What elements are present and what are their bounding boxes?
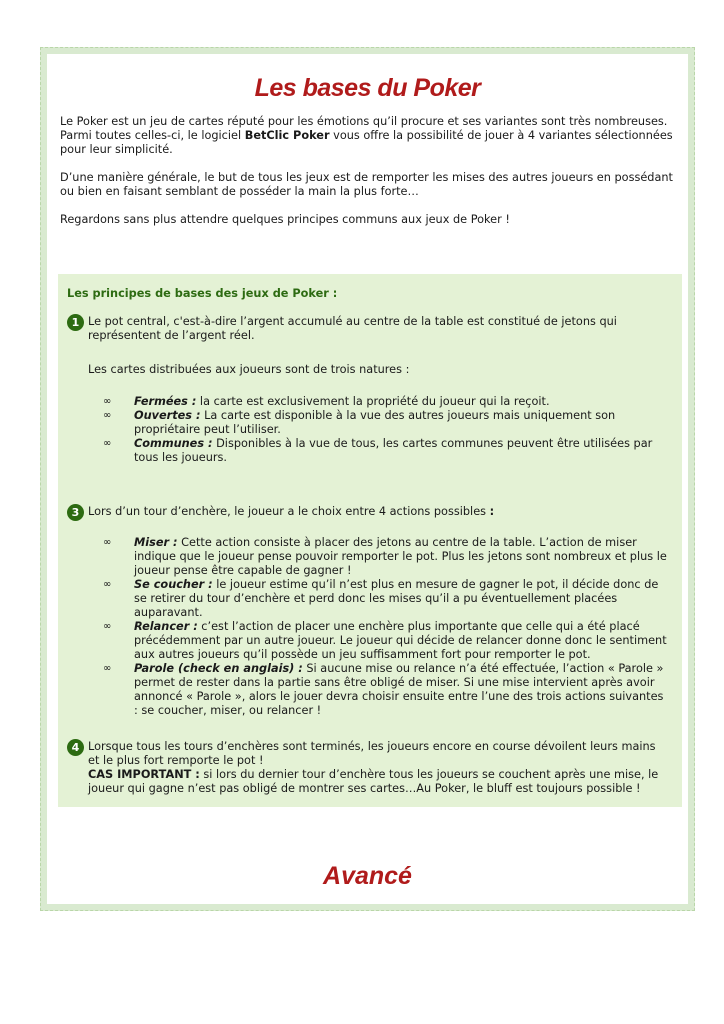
item-3-paragraph [88,505,668,519]
list-term: Fermées : [134,395,197,408]
card-types-list [103,395,668,465]
infinity-bullet-icon: ∞ [103,621,112,632]
brand-name: BetClic Poker [244,129,330,142]
list-desc: le joueur estime qu’il n’est plus en mesure de gagner le pot, il décide donc de se retirer du tour d’enchère et perd donc les mises qu’il a pu éventuellement placées auparavant. [134,578,659,619]
intro-text: Le Poker est un jeu de cartes réputé pour les émotions qu’il procure et ses variantes sont très nombreuses. Parmi toutes celles-ci, le logiciel [60,115,668,142]
infinity-bullet-icon: ∞ [103,579,112,590]
list-term: Communes : [134,437,213,450]
list-item [103,437,668,465]
list-desc: la carte est exclusivement la propriété du joueur qui la reçoit. [196,395,550,408]
item-4-text [88,740,668,796]
infinity-bullet-icon: ∞ [103,537,112,548]
list-desc: Disponibles à la vue de tous, les cartes communes peuvent être utilisées par tous les joueurs. [134,437,653,464]
list-item [103,536,668,578]
intro-paragraph-2: D’une manière générale, le but de tous les jeux est de remporter les mises des autres joueurs en possédant ou bien en faisant semblant de posséder la main la plus forte… [60,171,673,198]
number-3-icon: 3 [67,504,84,521]
principles-panel [58,274,682,807]
list-desc: La carte est disponible à la vue des autres joueurs mais uniquement son propriétaire peut l’utiliser. [134,409,616,436]
item-3-colon: : [489,505,495,518]
list-term: Parole (check en anglais) : [134,662,303,675]
list-item [103,578,668,620]
list-item [103,620,668,662]
infinity-bullet-icon: ∞ [103,396,112,407]
list-desc: c’est l’action de placer une enchère plus importante que celle qui a été placé précédemment par un autre joueur. Le joueur qui décide de relancer donne donc le sentiment aux autres joueurs qu’il possède un jeu suffisamment fort pour remporter le pot. [134,620,667,661]
intro-section [60,115,675,241]
list-item [103,395,668,409]
number-1-icon: 1 [67,314,84,331]
list-desc: Cette action consiste à placer des jetons au centre de la table. L’action de miser indique que le joueur pense pouvoir remporter le pot. Plus les jetons sont nombreux et plus le joueur pense être capable de gagner ! [134,536,667,577]
list-item [103,662,668,718]
number-4-icon: 4 [67,739,84,756]
panel-title: Les principes de bases des jeux de Poker : [67,287,338,300]
important-text: si lors du dernier tour d’enchère tous les joueurs se couchent après une mise, le joueur qui gagne n’est pas obligé de montrer ses cartes…Au Poker, le bluff est toujours possible ! [88,768,659,795]
item-1-subtext [88,363,668,377]
list-term: Ouvertes : [134,409,201,422]
list-term: Relancer : [134,620,198,633]
infinity-bullet-icon: ∞ [103,410,112,421]
list-item [103,409,668,437]
list-term: Se coucher : [134,578,213,591]
item-4-paragraph: Lorsque tous les tours d’enchères sont terminés, les joueurs encore en course dévoilent leurs mains et le plus fort remporte le pot ! [88,740,656,767]
intro-paragraph-3: Regardons sans plus attendre quelques principes communs aux jeux de Poker ! [60,213,510,226]
item-1-paragraph: Le pot central, c'est-à-dire l’argent accumulé au centre de la table est constitué de jetons qui représentent de l’argent réel. [88,315,617,342]
list-term: Miser : [134,536,178,549]
infinity-bullet-icon: ∞ [103,438,112,449]
page-frame [40,47,695,911]
item-1-subparagraph: Les cartes distribuées aux joueurs sont de trois natures : [88,363,410,376]
actions-list [103,536,668,718]
item-3-text [88,505,668,519]
list-desc: Si aucune mise ou relance n’a été effectuée, l’action « Parole » permet de rester dans la partie sans être obligé de miser. Si une mise intervient après avoir annoncé « Parole », alors le jouer devra choisir ensuite entre l’une des trois actions suivantes : se coucher, miser, ou relancer ! [134,662,664,717]
infinity-bullet-icon: ∞ [103,663,112,674]
intro-text: vous offre la possibilité de jouer à 4 variantes sélectionnées pour leur simplicité. [60,129,673,156]
section-heading-advanced: Avancé [323,862,412,890]
page-title: Les bases du Poker [254,74,481,102]
intro-paragraph-1 [60,115,675,157]
item-3-sentence: Lors d’un tour d’enchère, le joueur a le choix entre 4 actions possibles [88,505,490,518]
item-1-text [88,315,668,343]
important-note [88,768,668,796]
important-label: CAS IMPORTANT : [88,768,200,781]
